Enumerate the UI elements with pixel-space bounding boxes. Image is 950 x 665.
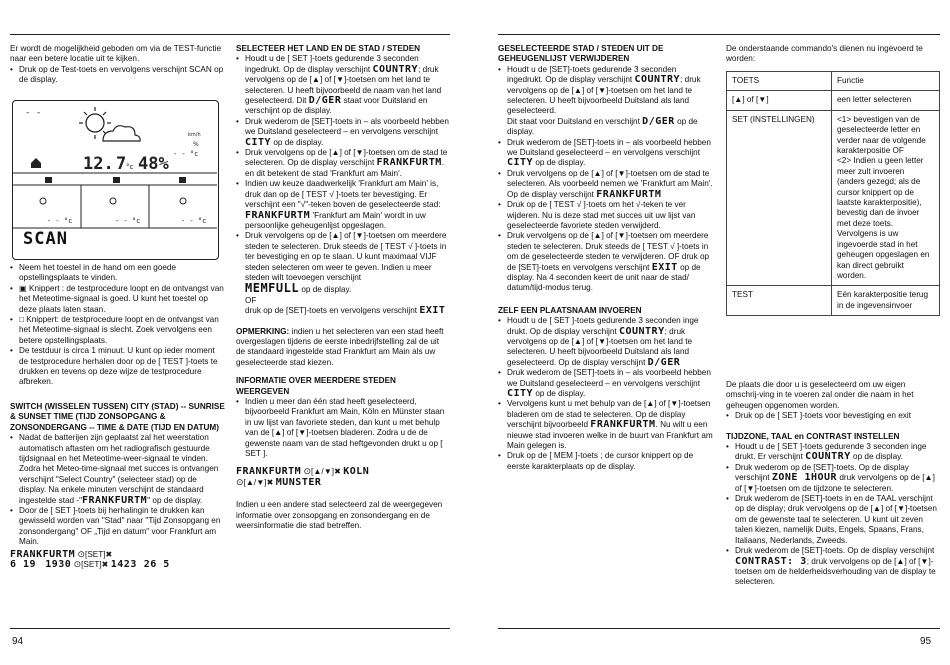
own-bullet-1: • Houdt u de [ SET ]-toets gedurende 3 seconden inge drukt. Op de display verschijnt COUNTRY; druk vervolgens op de [▲] of [▼]-toetsen om het land te selecteren. U heeft bijvoorbeeld Duitsland als land geselecteerd. Op de display verschijnt D/GER <box>498 316 714 368</box>
left-col-1-lower <box>10 263 225 570</box>
svg-text:12.: 12. <box>83 154 114 174</box>
page-number-left: 94 <box>12 636 24 647</box>
table-row <box>727 286 940 316</box>
after-table-text: De plaats die door u is geselecteerd om uw eigen omschrij-ving in te voeren zal onder die naam in het geheugen opgenomen worden. <box>726 380 914 410</box>
right-col-2-lower <box>726 380 940 588</box>
top-rule <box>10 34 450 35</box>
intro-text: Er wordt de mogelijkheid geboden om via de TEST-functie naar een betere locatie uit te kijken. <box>10 44 222 64</box>
bottom-rule-right <box>498 628 940 629</box>
cross-icon: ✖ <box>105 549 113 559</box>
bullet-hold: • Neem het toestel in de hand om een goede opstellingsplaats te vinden. <box>10 263 225 284</box>
svg-text:7: 7 <box>116 154 127 174</box>
left-col-2 <box>236 44 450 531</box>
switch-bullet-1: • Nadat de batterijen zijn geplaatst zal het weerstation automatisch aftasten om het radiografisch gestuurde tijdsignaal en het Meteotime-weer-signaal te vinden. Zodra het Meteo-time-signaal met succes is ontvangen verschijnt "Select Country" (selecteer stad) op de display. Na enkele minuten verschijnt de standaard ingestelde stad -"FRANKFURTM" op de display. <box>10 433 225 506</box>
top-rule-right <box>498 34 940 35</box>
own-bullet-2: • Druk wederom de [SET]-toets in – als voorbeeld hebben we Duitsland geselecteerd – en vervolgens verschijnt CITY op de display. <box>498 368 714 399</box>
svg-text:48%: 48% <box>138 154 169 174</box>
tz-bullet-2: • Druk wederom op de [SET]-toets. Op de display verschijnt ZONE 1HOUR druk vervolgens op de [▲] of [▼]-toetsen om de tijdzone te selecteren. <box>726 463 940 494</box>
switch-heading: SWITCH (WISSELEN TUSSEN) CITY (STAD) -- SUNRISE & SUNSET TIME (TIJD ZONSOPGANG & ZONSONDERGANG -- TIME & DATE (TIJD EN DATUM) <box>10 401 225 432</box>
own-bullet-3: • Vervolgens kunt u met behulp van de [▲] of [▼]-toetsen bladeren om de stad te selecteren. Op de display verschijnt bijvoorbeeld FRANKFURTM. Nu wilt u een nieuwe stad invoeren welke in de buurt van Frankfurt am Main gelegen is. <box>498 399 714 451</box>
table-cell: SET (INSTELLINGEN) <box>727 110 832 286</box>
tz-bullet-1: • Houdt u de [ SET ]-toets gedurende 3 seconden inge drukt. Er verschijnt COUNTRY op de display. <box>726 442 940 463</box>
left-col-1 <box>10 44 225 86</box>
signal-bad-icon: □ <box>19 315 27 325</box>
table-row <box>727 72 940 91</box>
table-header-function: Functie <box>832 72 940 91</box>
bottom-rule <box>10 628 450 629</box>
remove-bullet-5: • Druk vervolgens op de [▲] of [▼]-toetsen om meerdere steden te selecteren. Druk steeds de [ TEST √ ]-toets in om de geselecteerde steden te verwijderen. OF druk op de [SET]-toets en vervolgens verschijnt EXIT op de display. Na 4 seconden keert de unit naar de stad/ datum/tijd-modus terug. <box>498 231 714 293</box>
svg-text:- - °c: - - °c <box>115 217 141 225</box>
own-name-heading: ZELF EEN PLAATSNAAM INVOEREN <box>498 305 642 315</box>
intro-bullet: • Druk op de Test-toets en vervolgens verschijnt SCAN op de display. <box>10 65 225 86</box>
tz-bullet-4: • Druk wederom de [SET]-toets. Op de display verschijnt CONTRAST: 3; druk vervolgens op de [▲] of [▼]-toetsen om de helderheidsverhouding van de display te selecteren. <box>726 546 940 588</box>
remove-bullet-3: • Druk vervolgens op de [▲] of [▼]-toetsen om de stad te selecteren. Als voorbeeld nemen we 'Frankfurt am Main'. Op de display verschijnt FRANKFURTM <box>498 169 714 200</box>
table-cell: Eén karakterpositie terug in de ingevensinvoer <box>832 286 940 316</box>
switch-bullet-2: • Door de [ SET ]-toets bij herhalingin te drukken kan gewisseld worden van "Stad" naar "Tijd Zonsopgang en zonsondergang" OF „Tijd en datum" voor Frankfurt am Main. <box>10 506 225 548</box>
info-bullet: • Indien u meer dan één stad heeft geselecteerd, bijvoorbeeld Frankfurt am Main, Köln en Münster staan in uw lijst van favoriete steden, dan kunt u met behulp van de [▲] of [▼]-toetsen bladeren. Zodra u de de gewenste naam van de stad heftgevonden drukt u op [ SET ]. <box>236 397 450 459</box>
bullet-duration: • De testduur is circa 1 minuut. U kunt op ieder moment de testprocedure herhalen door op de [ TEST ]-toets te drukken en tevens op deze wijze de testprocedure afbreken. <box>10 346 225 388</box>
select-bullet-5: • Druk vervolgens op de [▲] of [▼]-toetsen om meerdere steden te selecteren. Druk steeds de [ TEST √ ]-toets in ter bevestiging en op te slaan. U kunt maximaal VIJF steden selecteren om weer te geven. Indien u meer steden wilt toevoegen verschijnt MEMFULL op de display. OF druk op de [SET]-toets en vervolgens verschijnt EXIT <box>236 231 450 316</box>
after-table-bullet: • Druk op de [ SET ]-toets voor bevestiging en exit <box>726 411 940 421</box>
table-cell: een letter selecteren <box>832 91 940 110</box>
house-icon <box>31 158 41 168</box>
commands-intro: De onderstaande commando's dienen nu ingevoerd te worden: <box>726 44 923 64</box>
weather-station-display <box>12 100 219 260</box>
remove-bullet-2: • Druk wederom de [SET]-toets in – als voorbeeld hebben we Duitsland geselecteerd – en vervolgens verschijnt CITY op de display. <box>498 138 714 169</box>
signal-good-icon: ▣ <box>19 283 30 293</box>
bullet-bad-signal: • □ Knippert: de testprocedure loopt en de ontvangst van het Meteotime-signaal is slecht. Zoek vervolgens een betere opstellingsplaats. <box>10 315 225 346</box>
table-header-key: TOETS <box>727 72 832 91</box>
remove-bullet-1: • Houdt u de [SET]-toets gedurende 3 seconden ingedrukt. Op de display verschijnt COUNTRY; druk vervolgens op de [▲] of [▼]-toetsen om het land te selecteren. U heeft bijvoorbeeld Duitsland als land geselecteerd. Dit staat voor Duitsland en verschijnt D/GER op de display. <box>498 65 714 138</box>
select-bullet-1: • Houdt u de [ SET ]-toets gedurende 3 seconden ingedrukt. Op de display verschijnt COUNTRY; druk vervolgens op de [▲] of [▼]-toetsen om het land te selecteren. U heeft bijvoorbeeld de naam van het land geselecteerd. Dit D/GER staat voor Duitsland en verschijnt op de display. <box>236 54 450 116</box>
time-date-line: 6 19 1930 ⊙[SET]✖ 1423 26 5 <box>10 558 170 570</box>
command-table <box>726 71 940 316</box>
bullet-good-signal: • ▣ Knippert : de testprocedure loopt en de ontvangst van het Meteotime-signaal is goed. U kunt het toestel op deze plaats laten staan. <box>10 284 225 315</box>
right-col-2 <box>726 44 940 65</box>
cities-display-line: FRANKFURTM ⊙[▲/▼]✖ KOLN ⊙[▲/▼]✖ MUNSTER <box>236 466 370 488</box>
select-bullet-4: • Indien uw keuze daadwerkelijk 'Frankfurt am Main' is, druk dan op de [ TEST √ ]-toets ter bevestiging. Er verschijnt een "√"-teken boven de geselecteerde stad: FRANKFURTM 'Frankfurt am Main' wordt in uw persoonlijke geheugenlijst opgeslagen. <box>236 179 450 231</box>
svg-text:%: % <box>193 141 199 148</box>
sun-cloud-icon <box>79 107 140 141</box>
svg-text:°c: °c <box>126 163 134 171</box>
opmerking-text: OPMERKING: indien u het selecteren van een stad heeft overgeslagen tijdens de eerste inbedrijfstelling zal de uit de standaard ingestelde stad Frankfurt am Main als uw geselecteerde stad kiezen. <box>236 326 444 367</box>
remove-heading: GESELECTEERDE STAD / STEDEN UIT DE GEHEUGENLIJST VERWIJDEREN <box>498 44 664 64</box>
small-sun-icons <box>40 198 186 204</box>
svg-text:- -: - - <box>25 108 42 118</box>
table-row <box>727 110 940 286</box>
svg-text:- - °c: - - °c <box>173 150 199 158</box>
table-cell: [▲] of [▼] <box>727 91 832 110</box>
closing-text: Indien u een andere stad selecteerd zal de weergegeven informatie over zonsopgang en zonsondergang en de weersinformatie die stad betreffen. <box>236 500 443 531</box>
remove-bullet-4: • Druk op de [ TEST √ ]-toets om het √-teken te ver wijderen. Nu is deze stad met succes uit uw lijst van geselecteerde favoriete steden verwijderd. <box>498 200 714 231</box>
own-bullet-4: • Druk op de [ MEM ]-toets ; de cursor knippert op de eerste karakterplaats op de display. <box>498 451 714 472</box>
right-page <box>475 0 950 665</box>
svg-text:- - °c: - - °c <box>181 217 207 225</box>
select-heading: SELECTEER HET LAND EN DE STAD / STEDEN <box>236 44 421 53</box>
info-heading: INFORMATIE OVER MEERDERE STEDEN WEERGEVEN <box>236 376 396 396</box>
timezone-heading: TIJDZONE, TAAL en CONTRAST INSTELLEN <box>726 431 900 441</box>
page-number-right: 95 <box>920 636 932 647</box>
svg-text:km/h: km/h <box>188 132 201 138</box>
select-bullet-3: • Druk vervolgens op de [▲] of [▼]-toetsen om de stad te selecteren. Op de display verschijnt FRANKFURTM. en dit betekent de stad 'Frankfurt am Main'. <box>236 148 450 179</box>
frankfurt-set-line: FRANKFURTM ⊙[SET]✖ <box>10 548 113 560</box>
table-row <box>727 91 940 110</box>
table-cell: <1> bevestigen van de geselecteerde letter en verder naar de volgende karakterpositie OF <2> Indien u geen letter meer zult invoeren (anders gezegd; als de cursor knippert op de laatste karakterpositie), bevestig dan de invoer met deze toets. Vervolgens is uw ingevoerde stad in het geheugen opgeslagen en kan direct gebruikt worden. <box>832 110 940 286</box>
svg-text:- - °c: - - °c <box>47 217 73 225</box>
scan-label: SCAN <box>23 229 68 249</box>
table-cell: TEST <box>727 286 832 316</box>
select-bullet-2: • Druk wederom de [SET]-toets in – als voorbeeld hebben we Duitsland geselecteerd – en vervolgens verschijnt CITY op de display. <box>236 117 450 148</box>
right-col-1 <box>498 44 714 472</box>
tz-bullet-3: • Druk wederom de [SET]-toets in en de TAAL verschijnt op de display; druk vervolgens op de [▲] of [▼]-toetsen om de gewenste taal te selecteren. U kunt uit zeven talen kiezen, namelijk Duits, Engels, Spaans, Frans, Italiaans, Nederlands, Zweeds. <box>726 494 940 546</box>
